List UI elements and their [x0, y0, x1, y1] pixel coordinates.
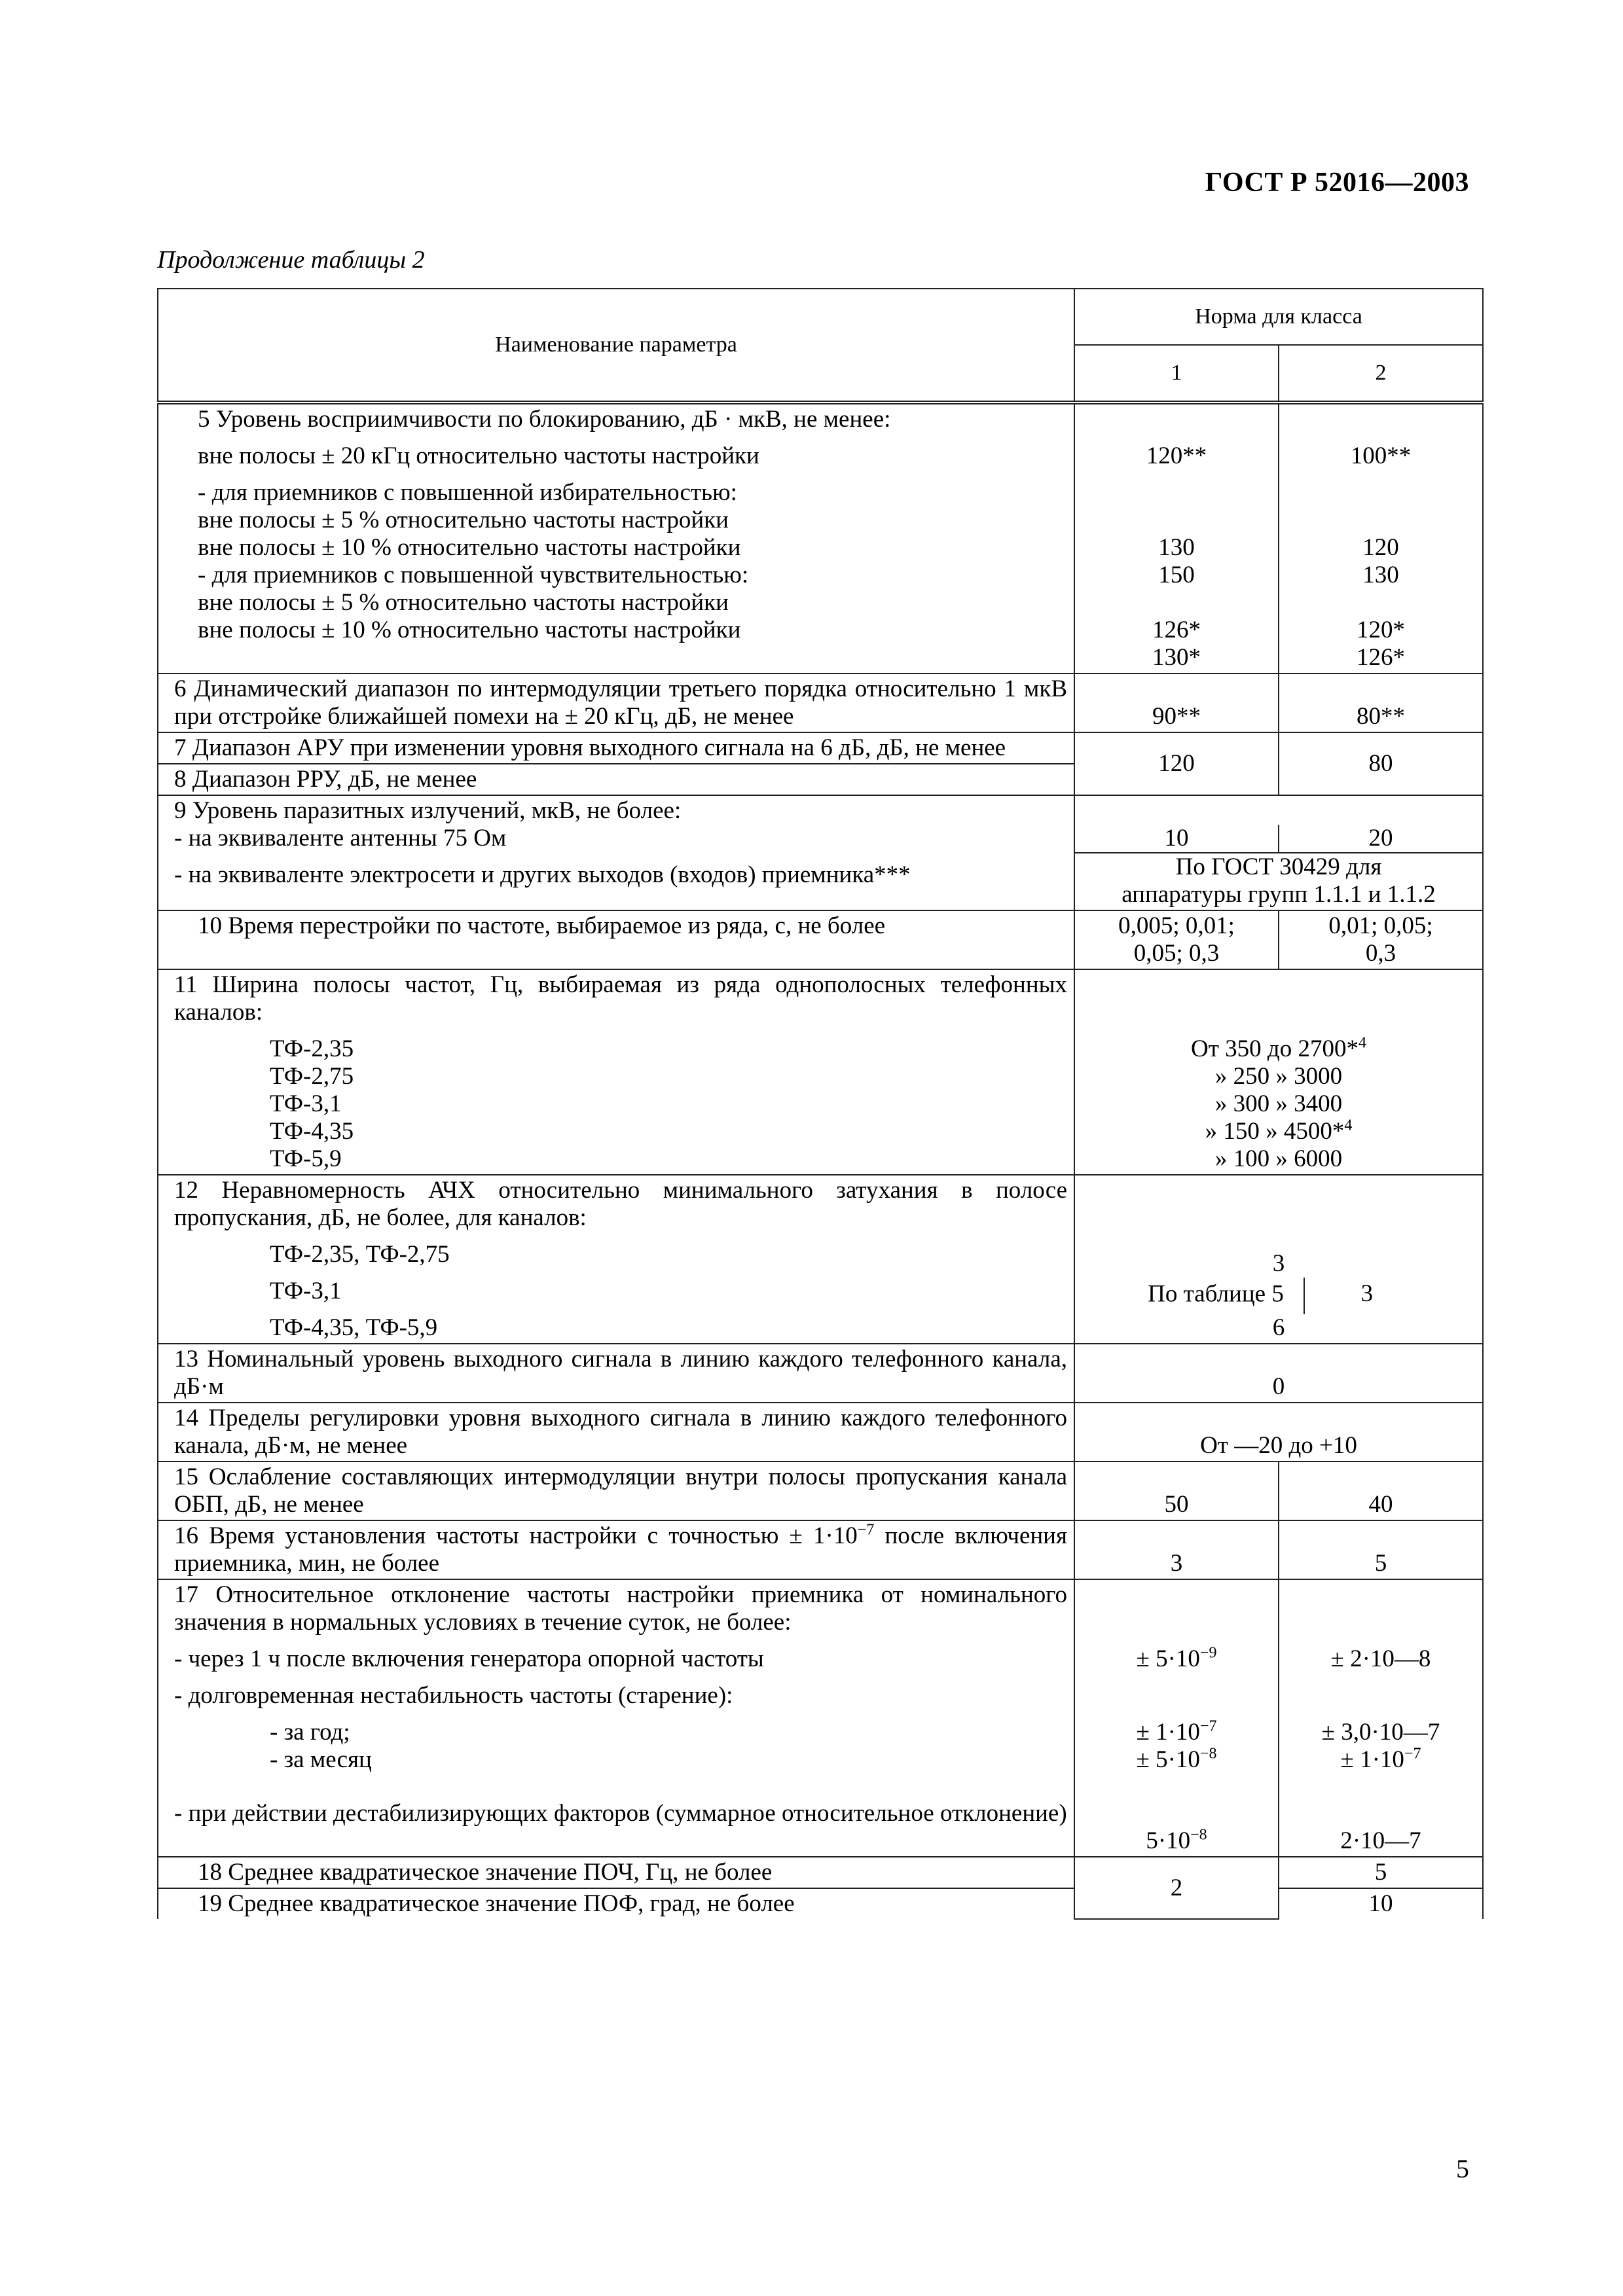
table-row — [158, 1579, 1483, 1857]
row-13-value: 0 — [1074, 1344, 1483, 1403]
row-16-text-b: после включения приемника, мин, не более — [174, 1522, 1067, 1577]
row-7-8-class-1: 120 — [1074, 732, 1279, 795]
row-10-value: 0,3 — [1365, 940, 1396, 967]
row-9-merged: аппаратуры групп 1.1.1 и 1.1.2 — [1122, 881, 1436, 908]
row-5-value: 130 — [1158, 534, 1195, 561]
row-9-title: 9 Уровень паразитных излучений, мкВ, не более: — [174, 797, 682, 824]
exponent: −8 — [1190, 1826, 1207, 1844]
row-5-line: - для приемников с повышенной чувствительностью: — [198, 562, 749, 588]
row-9-line: - на эквиваленте антенны 75 Ом — [174, 825, 507, 852]
row-5-value: 150 — [1158, 562, 1195, 588]
row-5-value: 126* — [1152, 617, 1201, 643]
channel-label: ТФ-2,35, ТФ-2,75 — [270, 1241, 450, 1268]
channel-label: ТФ-3,1 — [270, 1278, 342, 1304]
row-5-line: - для приемников с повышенной избирательностью: — [198, 479, 737, 506]
table-row — [158, 1520, 1483, 1579]
row-17-line: - через 1 ч после включения генератора опорной частоты — [174, 1645, 764, 1672]
row-15-text: 15 Ослабление составляющих интермодуляции внутри полосы пропускания канала ОБП, дБ, не менее — [174, 1463, 1067, 1518]
row-5-value: 120 — [1362, 534, 1399, 561]
row-13-text: 13 Номинальный уровень выходного сигнала в линию каждого телефонного канала, дБ·м — [174, 1346, 1067, 1400]
row-17-value: 5·10 — [1146, 1827, 1191, 1854]
row-12-value: 3 — [1360, 1280, 1374, 1308]
header-norm-for-class: Норма для класса — [1074, 289, 1483, 345]
row-6-class-1: 90** — [1074, 673, 1279, 732]
row-17-value: ± 2·10—8 — [1330, 1645, 1431, 1672]
row-7-8-class-2: 80 — [1279, 732, 1483, 795]
row-5-line: вне полосы ± 10 % относительно частоты настройки — [198, 617, 741, 643]
row-15-class-2: 40 — [1279, 1462, 1483, 1520]
parameters-table — [157, 288, 1484, 1920]
row-5-value: 130* — [1152, 644, 1201, 671]
row-7-text: 7 Диапазон АРУ при изменении уровня выходного сигнала на 6 дБ, дБ, не менее — [174, 734, 1006, 761]
row-17-line: - за год; — [270, 1719, 350, 1746]
row-15-class-1: 50 — [1074, 1462, 1279, 1520]
row-16-class-1: 3 — [1074, 1520, 1279, 1579]
bandwidth-value: » 250 » 3000 — [1214, 1063, 1343, 1090]
row-9-merged: По ГОСТ 30429 для — [1175, 853, 1382, 880]
table-row — [158, 910, 1483, 969]
row-5-value: 120** — [1146, 442, 1207, 469]
exponent: −9 — [1199, 1644, 1217, 1662]
row-17-value: ± 3,0·10—7 — [1321, 1719, 1440, 1746]
divider — [1304, 1278, 1305, 1314]
table-row — [158, 732, 1483, 764]
row-17-line: - за месяц — [270, 1746, 372, 1773]
row-17-value: ± 5·10 — [1136, 1645, 1200, 1672]
bandwidth-value: » 150 » 4500* — [1205, 1118, 1345, 1145]
table-row — [158, 1403, 1483, 1462]
channel-label: ТФ-2,75 — [270, 1063, 354, 1090]
table-row — [158, 795, 1483, 910]
row-17-line: - при действии дестабилизирующих факторов (суммарное относительное отклонение) — [174, 1800, 1067, 1827]
row-17-line: - долговременная нестабильность частоты (старение): — [174, 1682, 733, 1709]
table-row — [158, 673, 1483, 732]
row-5-line: вне полосы ± 10 % относительно частоты настройки — [198, 534, 741, 561]
row-19-text: 19 Среднее квадратическое значение ПОФ, град, не более — [198, 1890, 795, 1917]
header-class-2: 2 — [1279, 345, 1483, 403]
row-9-class-2: 20 — [1368, 825, 1393, 852]
row-5-value: 120* — [1357, 617, 1405, 643]
row-17-value: ± 5·10 — [1136, 1746, 1200, 1773]
header-class-1: 1 — [1074, 345, 1279, 403]
row-5-value: 126* — [1357, 644, 1405, 671]
row-12-value: По таблице 5 — [1148, 1280, 1284, 1308]
header-parameter-name: Наименование параметра — [158, 289, 1074, 403]
footnote-mark: 4 — [1358, 1034, 1366, 1052]
row-9-line: - на эквиваленте электросети и других выходов (входов) приемника*** — [174, 861, 911, 888]
channel-label: ТФ-3,1 — [270, 1090, 342, 1117]
row-10-value: 0,05; 0,3 — [1133, 940, 1220, 967]
row-18-text: 18 Среднее квадратическое значение ПОЧ, Гц, не более — [198, 1859, 773, 1886]
channel-label: ТФ-4,35, ТФ-5,9 — [270, 1314, 438, 1341]
row-9-class-1: 10 — [1075, 825, 1279, 852]
table-caption: Продолжение таблицы 2 — [157, 246, 425, 274]
channel-label: ТФ-2,35 — [270, 1035, 354, 1062]
exponent: −7 — [1404, 1745, 1421, 1763]
channel-label: ТФ-4,35 — [270, 1118, 354, 1145]
table-row — [158, 1888, 1483, 1919]
table-row — [158, 1462, 1483, 1520]
bandwidth-value: От 350 до 2700* — [1191, 1035, 1359, 1062]
table-row — [158, 403, 1483, 673]
row-5-line: вне полосы ± 5 % относительно частоты настройки — [198, 507, 729, 533]
footnote-mark: 4 — [1344, 1117, 1353, 1134]
row-17-value: ± 1·10 — [1136, 1719, 1200, 1746]
row-14-value: От —20 до +10 — [1074, 1403, 1483, 1462]
row-5-line: вне полосы ± 20 кГц относительно частоты настройки — [198, 442, 759, 469]
row-18-class-2: 5 — [1279, 1857, 1483, 1888]
row-14-text: 14 Пределы регулировки уровня выходного сигнала в линию каждого телефонного канала, дБ·м, не менее — [174, 1405, 1067, 1459]
table-row — [158, 1857, 1483, 1888]
document-number: ГОСТ Р 52016—2003 — [1205, 168, 1469, 198]
row-19-class-2: 10 — [1279, 1888, 1483, 1919]
exponent: −7 — [1199, 1717, 1217, 1735]
row-12-value: 3 — [1272, 1250, 1285, 1277]
table-row — [158, 1175, 1483, 1344]
row-5-value: 100** — [1350, 442, 1412, 469]
row-18-19-class-1: 2 — [1074, 1857, 1279, 1919]
exponent: −8 — [1199, 1745, 1217, 1763]
row-12-value: 6 — [1272, 1314, 1285, 1341]
row-12-title: 12 Неравномерность АЧХ относительно минимального затухания в полосе пропускания, дБ, не более, для каналов: — [174, 1177, 1067, 1231]
row-16-text-a: 16 Время установления частоты настройки с точностью ± 1·10 — [174, 1522, 858, 1549]
bandwidth-value: » 300 » 3400 — [1214, 1090, 1343, 1117]
row-17-value: ± 1·10 — [1340, 1746, 1404, 1773]
row-8-text: 8 Диапазон РРУ, дБ, не менее — [174, 766, 477, 793]
row-17-value: 2·10—7 — [1340, 1827, 1421, 1854]
page-number: 5 — [1456, 2154, 1469, 2183]
exponent: −7 — [857, 1521, 875, 1539]
row-6-text: 6 Динамический диапазон по интермодуляции третьего порядка относительно 1 мкВ при отстройке ближайшей помехи на ± 20 кГц, дБ, не менее — [174, 675, 1067, 730]
row-16-text — [165, 1522, 1067, 1577]
row-16-class-2: 5 — [1279, 1520, 1483, 1579]
bandwidth-value: » 100 » 6000 — [1214, 1145, 1343, 1172]
row-5-title: 5 Уровень восприимчивости по блокированию, дБ · мкВ, не менее: — [198, 406, 891, 433]
row-6-class-2: 80** — [1279, 673, 1483, 732]
table-row — [158, 969, 1483, 1175]
row-17-title: 17 Относительное отклонение частоты настройки приемника от номинального значения в нормальных условиях в течение суток, не более: — [174, 1581, 1067, 1636]
table-row — [158, 1344, 1483, 1403]
row-5-line: вне полосы ± 5 % относительно частоты настройки — [198, 589, 729, 616]
row-10-value: 0,01; 0,05; — [1328, 912, 1433, 939]
row-10-text: 10 Время перестройки по частоте, выбираемое из ряда, с, не более — [198, 912, 886, 939]
row-11-title: 11 Ширина полосы частот, Гц, выбираемая из ряда однополосных телефонных каналов: — [174, 971, 1067, 1026]
row-5-value: 130 — [1362, 562, 1399, 588]
channel-label: ТФ-5,9 — [270, 1145, 342, 1172]
row-10-value: 0,005; 0,01; — [1118, 912, 1235, 939]
